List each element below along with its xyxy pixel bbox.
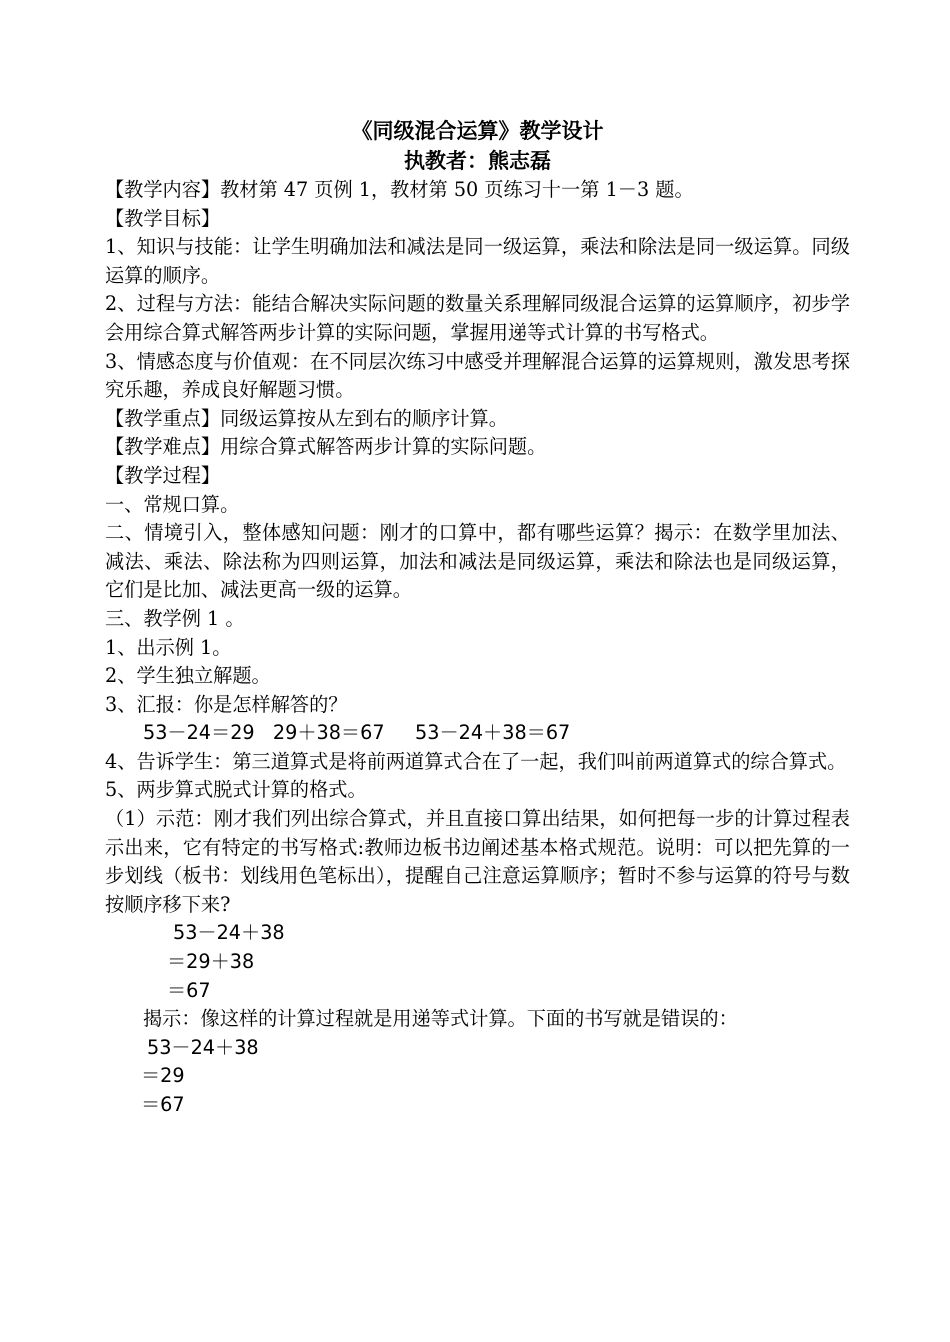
substep-report: 3、汇报：你是怎样解答的？ xyxy=(105,692,348,716)
section-heading-process: 【教学过程】 xyxy=(105,463,221,487)
teaching-difficulty: 【教学难点】用综合算式解答两步计算的实际问题。 xyxy=(105,435,547,459)
reveal-text: 揭示：像这样的计算过程就是用递等式计算。下面的书写就是错误的： xyxy=(143,1007,738,1031)
document-title: 《同级混合运算》教学设计 xyxy=(351,119,604,143)
wrong-expression: 53－24＋38 xyxy=(147,1035,259,1059)
correct-step-1: ＝29＋38 xyxy=(167,950,255,974)
substep-format: 5、两步算式脱式计算的格式。 xyxy=(105,778,367,802)
document-author: 执教者：熊志磊 xyxy=(404,149,551,173)
correct-step-2: ＝67 xyxy=(167,978,211,1002)
teaching-content: 【教学内容】教材第 47 页例 1，教材第 50 页练习十一第 1－3 题。 xyxy=(105,178,694,201)
substep-independent-solve: 2、学生独立解题。 xyxy=(105,664,271,688)
objective-attitude: 3、情感态度与价值观：在不同层次练习中感受并理解混合运算的运算规则，激发思考探究乐趣，养成良好解题习惯。 xyxy=(105,349,850,402)
step-situation-intro: 二、情境引入，整体感知问题：刚才的口算中，都有哪些运算？揭示：在数学里加法、减法、乘法、除法称为四则运算，加法和减法是同级运算，乘法和除法也是同级运算，它们是比加、减法更高一级的运算。 xyxy=(105,521,850,602)
wrong-step-1: ＝29 xyxy=(141,1064,185,1088)
step-oral-calculation: 一、常规口算。 xyxy=(105,492,240,516)
document-body xyxy=(105,116,850,1120)
wrong-step-2: ＝67 xyxy=(141,1093,185,1116)
objective-process: 2、过程与方法：能结合解决实际问题的数量关系理解同级混合运算的运算顺序，初步学会用综合算式解答两步计算的实际问题，掌握用递等式计算的书写格式。 xyxy=(105,292,850,344)
reveal-paragraph xyxy=(105,1005,850,1034)
demonstration-paragraph: （1）示范：刚才我们列出综合算式，并且直接口算出结果，如何把每一步的计算过程表示出来，它有特定的书写格式:教师边板书边阐述基本格式规范。说明：可以把先算的一步划线（板书：划线用色笔标出），提醒自己注意运算顺序；暂时不参与运算的符号与数按顺序移下来? xyxy=(105,807,850,916)
objective-knowledge: 1、知识与技能：让学生明确加法和减法是同一级运算，乘法和除法是同一级运算。同级运算的顺序。 xyxy=(105,235,850,287)
substep-show-example: 1、出示例 1。 xyxy=(105,635,232,659)
correct-expression: 53－24＋38 xyxy=(173,921,285,945)
section-heading-objectives: 【教学目标】 xyxy=(105,206,221,230)
step-teach-example: 三、教学例 1 。 xyxy=(105,606,245,630)
teaching-key-point: 【教学重点】同级运算按从左到右的顺序计算。 xyxy=(105,406,508,430)
substep-tell-students: 4、告诉学生：第三道算式是将前两道算式合在了一起，我们叫前两道算式的综合算式。 xyxy=(105,749,847,773)
equation-row: 53－24＝29 29＋38＝67 53－24＋38＝67 xyxy=(143,721,571,745)
